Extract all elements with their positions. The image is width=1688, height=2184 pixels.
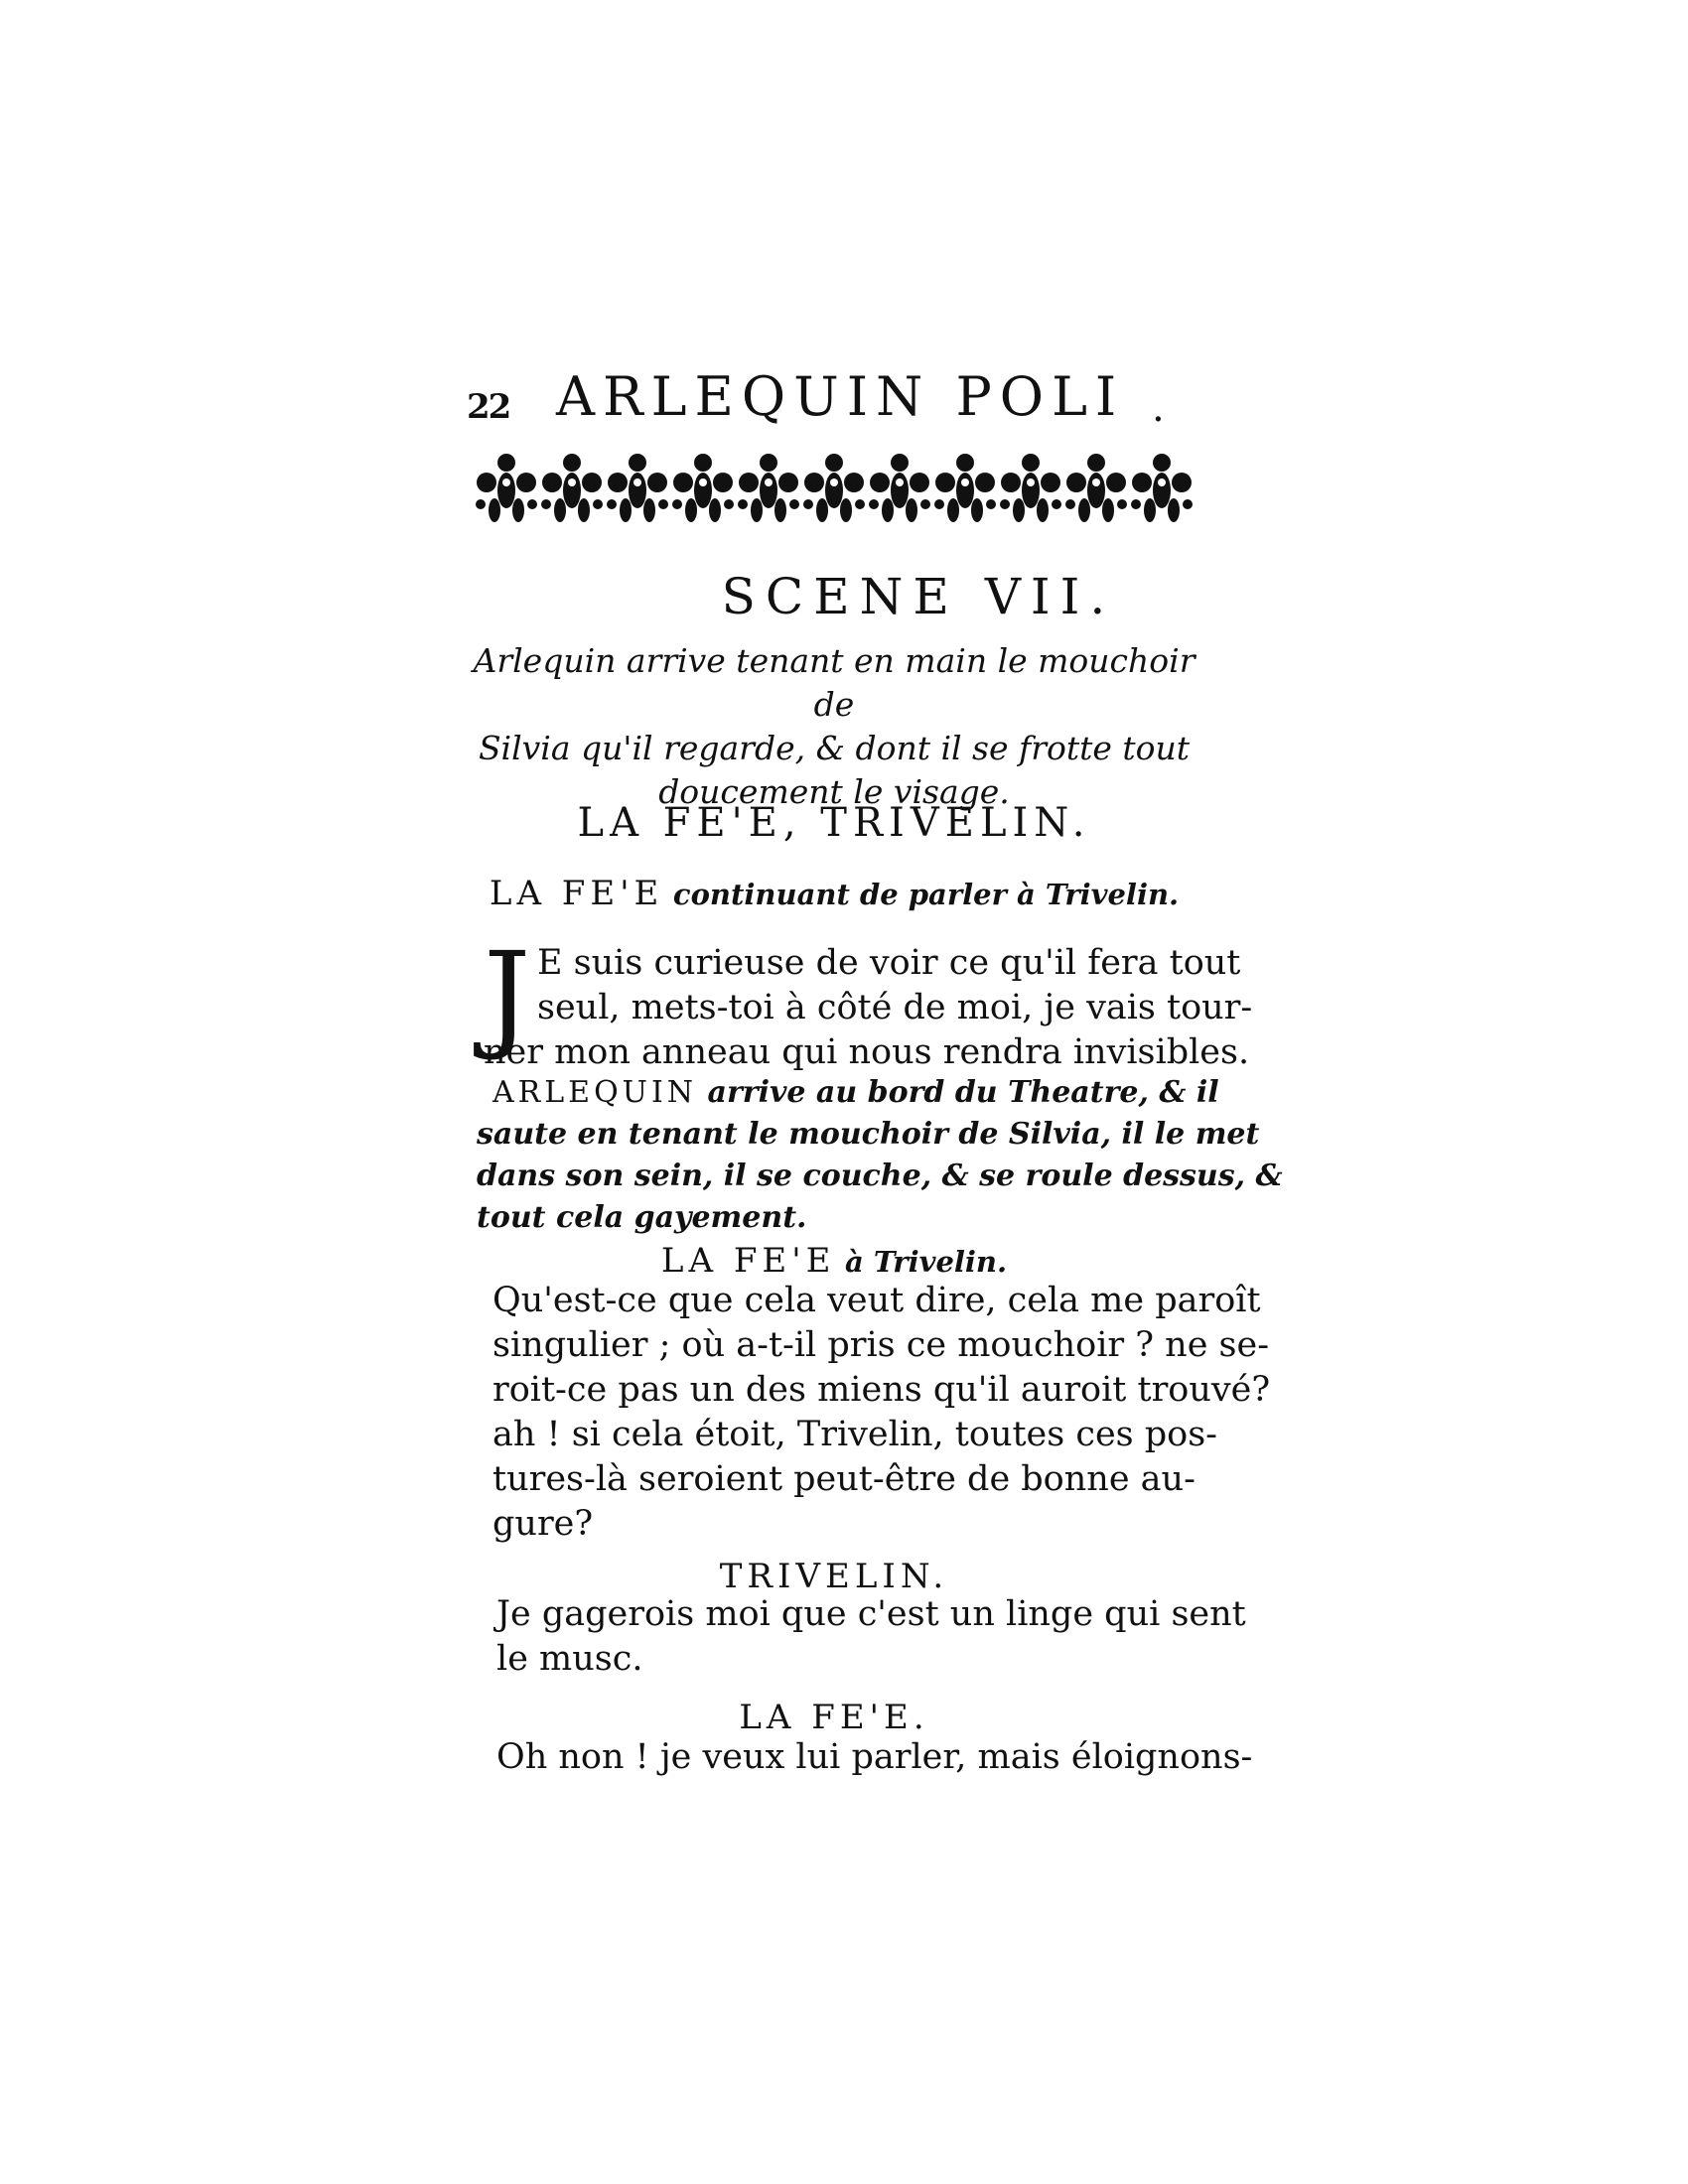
speech-line: roit-ce pas un des miens qu'il auroit trouvé? xyxy=(492,1370,1271,1410)
speech-line: Oh non ! je veux lui parler, mais éloignons- xyxy=(496,1737,1253,1777)
speech-line: Je gagerois moi que c'est un linge qui sent xyxy=(496,1594,1246,1634)
fleuron-icon xyxy=(869,454,930,522)
speech-line: ah ! si cela étoit, Trivelin, toutes ces pos- xyxy=(492,1415,1218,1454)
speech-line: tures-là seroient peut-être de bonne au- xyxy=(492,1459,1196,1499)
running-head xyxy=(467,365,1182,435)
fleuron-icon xyxy=(476,454,537,522)
cast-list: LA FE'E, TRIVELIN. xyxy=(577,800,1091,846)
speaker-name: LA FE'E. xyxy=(739,1698,929,1737)
fleuron-row-icon xyxy=(469,445,1203,534)
speaker-name: LA FE'E xyxy=(489,874,664,913)
speaker-name: TRIVELIN. xyxy=(719,1557,949,1596)
action-line: tout cela gayement. xyxy=(477,1200,807,1235)
action-line: dans son sein, il se couche, & se roule dessus, & xyxy=(477,1159,1283,1193)
speech-fee-1 xyxy=(484,926,1253,1075)
speaker-heading-trivelin xyxy=(467,1557,1201,1596)
running-title: ARLEQUIN POLI xyxy=(556,365,1125,428)
speech-line: Qu'est-ce que cela veut dire, cela me paroît xyxy=(492,1281,1261,1320)
running-head-mark: . xyxy=(1152,385,1165,431)
action-speaker: ARLEQUIN xyxy=(492,1075,698,1110)
speaker-direction: à Trivelin. xyxy=(844,1245,1008,1279)
speech-fee-3 xyxy=(496,1735,1253,1780)
page-number: 22 xyxy=(467,387,510,427)
action-line xyxy=(477,1072,1219,1114)
drop-cap: J xyxy=(484,926,531,1063)
speaker-name: LA FE'E xyxy=(660,1241,836,1281)
fleuron-icon xyxy=(672,454,734,522)
fleuron-ornament-band xyxy=(469,445,1203,534)
fleuron-icon xyxy=(803,454,865,522)
speaker-heading-fee-final xyxy=(467,1698,1201,1737)
speech-line: gure? xyxy=(492,1504,594,1544)
fleuron-icon xyxy=(1000,454,1061,522)
speech-line: seul, mets-toi à côté de moi, je vais tour- xyxy=(537,988,1253,1027)
stage-action xyxy=(477,1072,1283,1239)
action-text: arrive au bord du Theatre, & il xyxy=(707,1075,1219,1110)
action-line: saute en tenant le mouchoir de Silvia, il le met xyxy=(477,1117,1260,1152)
speaker-heading-fee-to-trivelin xyxy=(467,1241,1201,1281)
fleuron-icon xyxy=(738,454,799,522)
fleuron-icon xyxy=(1131,454,1193,522)
stage-direction-line: Arlequin arrive tenant en main le mouchoir de xyxy=(473,641,1196,724)
fleuron-icon xyxy=(541,454,603,522)
fleuron-icon xyxy=(1065,454,1127,522)
speech-trivelin xyxy=(496,1592,1246,1682)
scene-title: SCENE VII. xyxy=(721,568,1116,625)
speaker-direction: continuant de parler à Trivelin. xyxy=(672,878,1180,911)
fleuron-icon xyxy=(607,454,668,522)
speech-line: singulier ; où a-t-il pris ce mouchoir ? ne se- xyxy=(492,1325,1270,1365)
speaker-heading-fee xyxy=(467,874,1201,913)
speech-line: ner mon anneau qui nous rendra invisibles. xyxy=(484,1032,1250,1072)
stage-direction-line: Silvia qu'il regarde, & dont il se frotte tout xyxy=(478,729,1191,767)
speech-line: E suis curieuse de voir ce qu'il fera tout xyxy=(537,943,1241,983)
scene-stage-direction xyxy=(467,639,1201,814)
stage-direction-line: doucement le visage. xyxy=(658,772,1010,811)
speech-line: le musc. xyxy=(496,1639,643,1679)
speech-fee-2 xyxy=(492,1279,1271,1547)
fleuron-icon xyxy=(934,454,996,522)
